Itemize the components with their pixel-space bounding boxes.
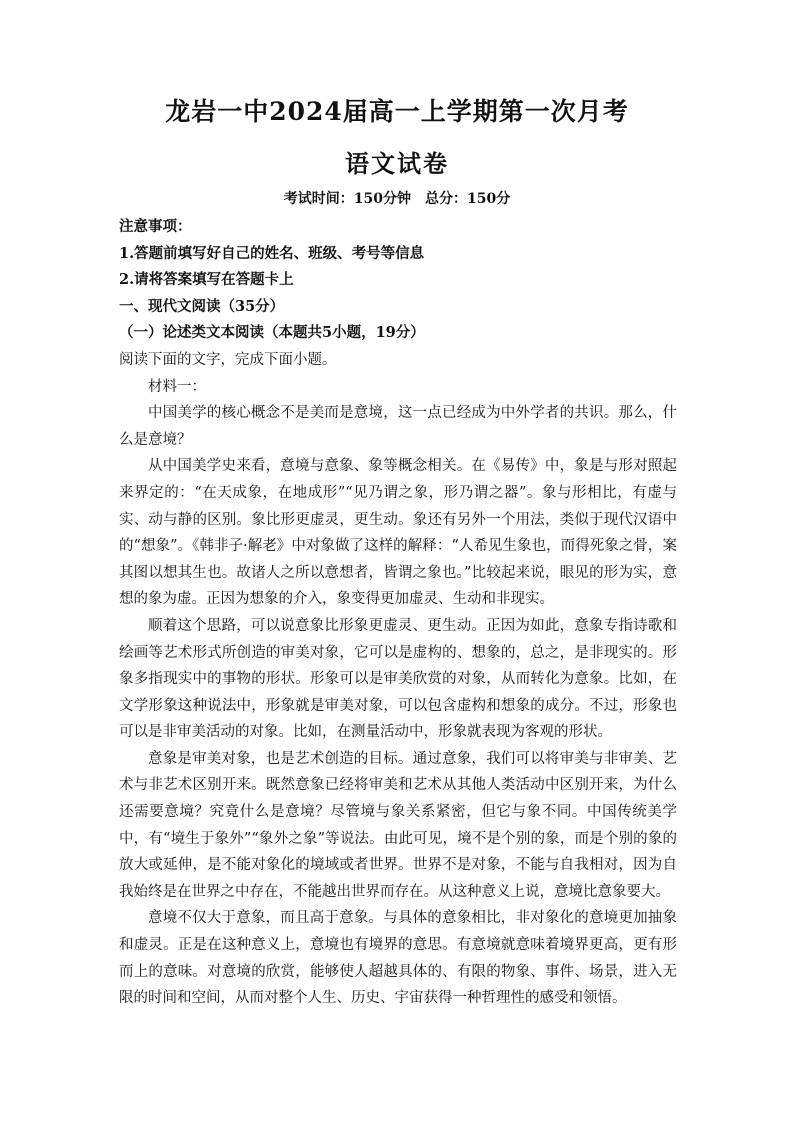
exam-content: [119, 214, 677, 1012]
material-label: 材料一：: [148, 378, 206, 395]
subsection-heading: （一）论述类文本阅读（本题共5小题，19分）: [119, 324, 425, 342]
section-heading: 一、现代文阅读（35分）: [119, 297, 285, 315]
passage-paragraph: 意象是审美对象，也是艺术创造的目标。通过意象，我们可以将审美与非审美、艺术与非艺术区别开来。既然意象已经将审美和艺术从其他人类活动中区别开来，为什么还需要意境？究竟什么是意境？尽管境与象关系紧密，但它与象不同。中国传统美学中，有“境生于象外”“象外之象”等说法。由此可见，境不是个别的象，而是个别的象的放大或延伸，是不能对象化的境域或者世界。世界不是对象，不能与自我相对，因为自我始终是在世界之中存在，不能越出世界而存在。从这种意义上说，意境比意象要大。: [119, 750, 677, 900]
passage-paragraph: 中国美学的核心概念不是美而是意境，这一点已经成为中外学者的共识。那么，什么是意境？: [119, 405, 677, 448]
exam-time-score: 考试时间：150分钟 总分：150分: [283, 191, 511, 207]
note-item: 1.答题前填写好自己的姓名、班级、考号等信息: [119, 244, 425, 262]
note-item: 2.请将答案填写在答题卡上: [119, 271, 294, 289]
reading-instruction: 阅读下面的文字，完成下面小题。: [119, 351, 337, 368]
passage-paragraph: 顺着这个思路，可以说意象比形象更虚灵、更生动。正因为如此，意象专指诗歌和绘画等艺术形式所创造的审美对象，它可以是虚构的、想象的，总之，是非现实的。形象多指现实中的事物的形状。形象可以是审美欣赏的对象，从而转化为意象。比如，在文学形象这种说法中，形象就是审美对象，可以包含虚构和想象的成分。不过，形象也可以是非审美活动的对象。比如，在测量活动中，形象就表现为客观的形状。: [119, 617, 677, 741]
exam-subtitle: 语文试卷: [345, 149, 449, 178]
passage-paragraph: 意境不仅大于意象，而且高于意象。与具体的意象相比，非对象化的意境更加抽象和虚灵。正是在这种意义上，意境也有境界的意思。有意境就意味着境界更高，更有形而上的意味。对意境的欣赏，能够使人超越具体的、有限的物象、事件、场景，进入无限的时间和空间，从而对整个人生、历史、宇宙获得一种哲理性的感受和领悟。: [119, 910, 677, 1007]
exam-title: 龙岩一中2024届高一上学期第一次月考: [165, 97, 629, 126]
passage-paragraph: 从中国美学史来看，意境与意象、象等概念相关。在《易传》中，象是与形对照起来界定的：“在天成象，在地成形”“见乃谓之象，形乃谓之器”。象与形相比，有虚与实、动与静的区别。象比形更虚灵，更生动。象还有另外一个用法，类似于现代汉语中的“想象”。《韩非子·解老》中对象做了这样的解释：“人希见生象也，而得死象之骨，案其图以想其生也。故诸人之所以意想者，皆谓之象也。”比较起来说，眼见的形为实，意想的象为虚。正因为想象的介入，象变得更加虚灵、生动和非现实。: [119, 458, 677, 608]
notes-heading: 注意事项：: [119, 218, 192, 235]
